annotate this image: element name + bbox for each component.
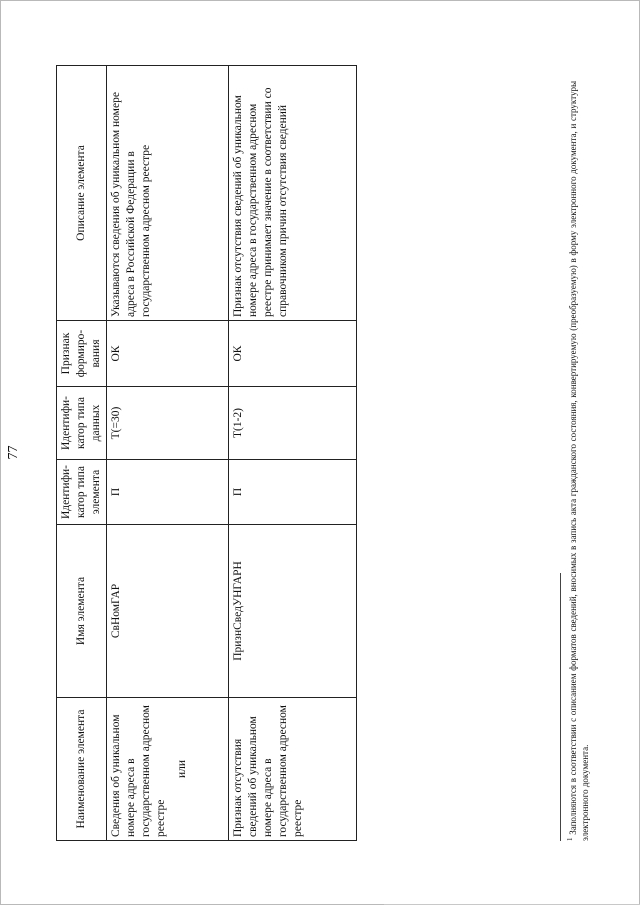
cell-name [106,698,228,841]
header-data-type-id: Идентифи-катор типа данных [57,387,107,460]
page-number: 77 [6,445,21,460]
cell-name: Признак отсутствия сведений об уникальном номере адреса в государственном адресном реестре [228,698,356,841]
footnote-marker: 1 [566,837,574,841]
cell-element: ПризнСведУНГАРН [228,525,356,698]
cell-data-type-id: Т(1-2) [228,387,356,460]
header-description: Описание элемента [57,66,107,321]
header-element: Имя элемента [57,525,107,698]
cell-data-type-id: Т(=30) [106,387,228,460]
cell-element: СвНомГАР [106,525,228,698]
header-sign: Признак формиро-вания [57,321,107,387]
or-label: или [175,759,188,779]
footnote [566,81,591,841]
name-text: Сведения об уникальном номере адреса в государственном адресном реестре [109,705,167,837]
elements-table [56,65,357,841]
table-row [106,66,228,841]
cell-type-id: П [106,460,228,525]
cell-description: Признак отсутствия сведений об уникальном номере адреса в государственном адресном реестре принимает значение в соответствии со справочником причин отсутствия сведений [228,66,356,321]
footnote-text: Заполняются в соответствии с описанием форматов сведений, вносимых в запись акта гражданского состояния, конвертируемую (преобразуемую) в форму электронного документа, и структуры электронного документа. [568,80,591,841]
cell-sign: ОК [228,321,356,387]
header-name: Наименование элемента [57,698,107,841]
cell-type-id: П [228,460,356,525]
footnote-divider [560,573,561,841]
cell-description: Указываются сведения об уникальном номере адреса в Российской Федерации в государственном адресном реестре [106,66,228,321]
table-header-row [57,66,107,841]
cell-sign: ОК [106,321,228,387]
header-type-id: Идентифи-катор типа элемента [57,460,107,525]
table-row [228,66,356,841]
